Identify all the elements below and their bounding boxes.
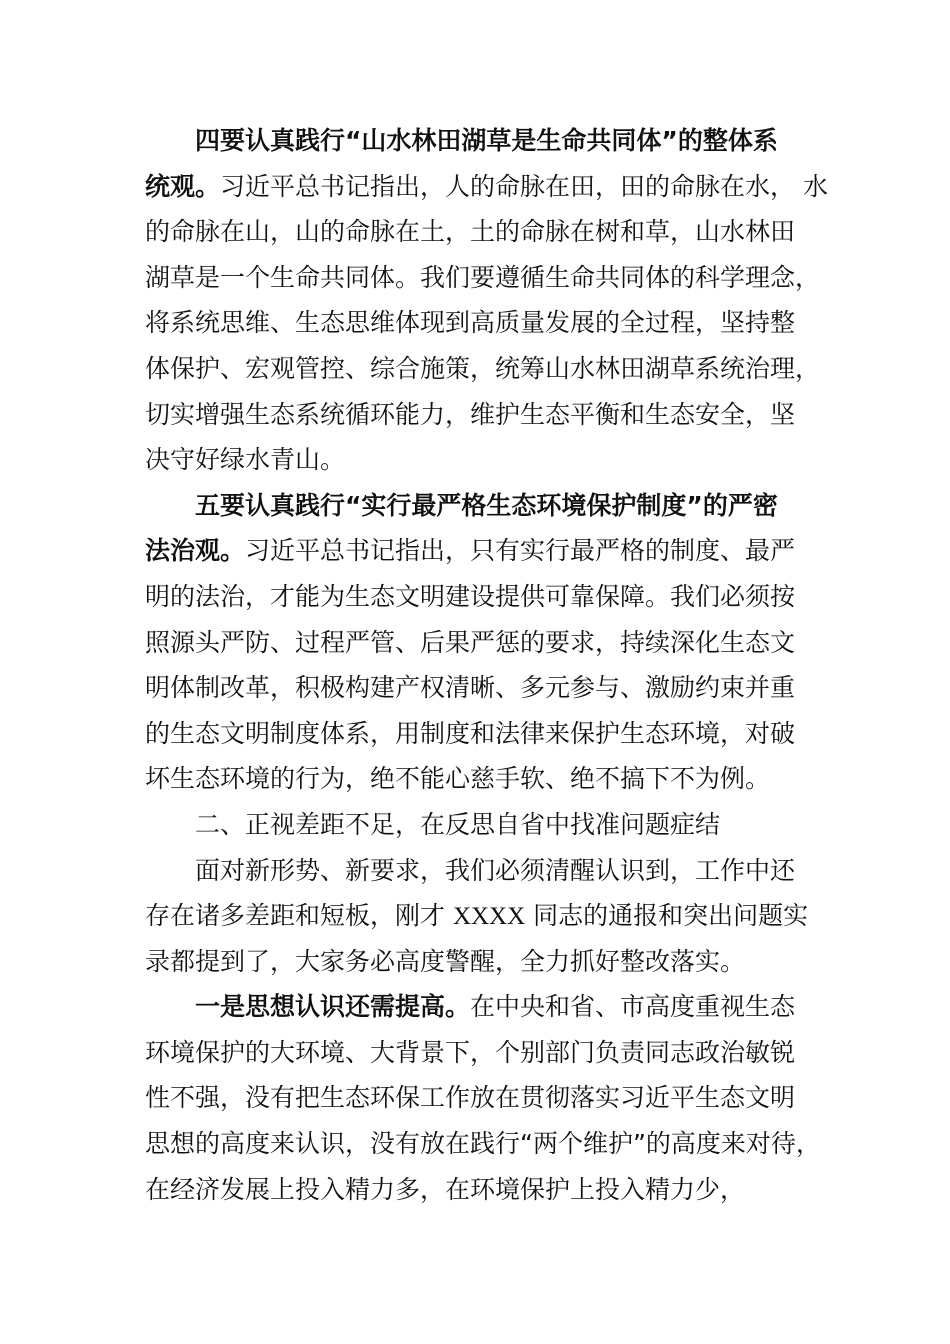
- body-text: 环境保护的大环境、大背景下，个别部门负责同志政治敏锐: [145, 1037, 796, 1067]
- bold-heading: 五要认真践行“实行最严格生态环境保护制度”的严密: [195, 490, 778, 520]
- body-text: 习近平总书记指出，只有实行最严格的制度、最严: [245, 536, 796, 566]
- text-line: [145, 893, 825, 939]
- body-text: 湖草是一个生命共同体。我们要遵循生命共同体的科学理念，: [145, 262, 821, 292]
- text-line: [145, 346, 825, 392]
- text-line: [145, 209, 825, 255]
- text-line: [145, 1121, 825, 1167]
- body-text: 性不强，没有把生态环保工作放在贯彻落实习近平生态文明: [145, 1083, 796, 1113]
- body-text: 存在诸多差距和短板，刚才: [145, 901, 453, 931]
- text-line: [145, 528, 825, 574]
- text-line: [145, 665, 825, 711]
- text-line: [145, 848, 825, 894]
- body-text: 坏生态环境的行为，绝不能心慈手软、绝不搞下不为例。: [145, 764, 771, 794]
- text-line: [145, 756, 825, 802]
- text-line: [145, 300, 825, 346]
- body-text: 在经济发展上投入精力多，在环境保护上投入精力少，: [145, 1174, 746, 1204]
- body-text: 明体制改革，积极构建产权清晰、多元参与、激励约束并重: [145, 673, 796, 703]
- body-text: 习近平总书记指出，人的命脉在田，田的命脉在水， 水: [220, 171, 828, 201]
- body-text: 照源头严防、过程严管、后果严惩的要求，持续深化生态文: [145, 627, 796, 657]
- body-text: 将系统思维、生态思维体现到高质量发展的全过程，坚持整: [145, 308, 796, 338]
- text-line: [145, 1075, 825, 1121]
- bold-heading: 四要认真践行“山水林田湖草是生命共同体”的整体系: [195, 126, 778, 155]
- section-heading: [145, 802, 825, 848]
- bold-heading: 法治观。: [145, 536, 246, 566]
- text-line: [145, 437, 825, 483]
- body-text: 在中央和省、市高度重视生态: [470, 992, 796, 1022]
- placeholder-name: XXXX: [452, 903, 526, 931]
- text-line: [145, 620, 825, 666]
- body-text: 录都提到了，大家务必高度警醒，全力抓好整改落实。: [145, 946, 746, 976]
- bold-heading: 一是思想认识还需提高。: [195, 992, 471, 1022]
- text-line: [145, 711, 825, 757]
- section-title: 二、正视差距不足，在反思自省中找准问题症结: [195, 809, 721, 839]
- text-line: [145, 984, 825, 1030]
- bold-heading: 统观。: [145, 171, 221, 201]
- heading-line-5: [145, 483, 825, 529]
- body-text: 决守好绿水青山。: [145, 445, 346, 475]
- heading-line-4: [145, 118, 825, 164]
- body-text: 同志的通报和突出问题实: [525, 901, 809, 931]
- body-text: 的生态文明制度体系，用制度和法律来保护生态环境，对破: [145, 718, 796, 748]
- body-text: 体保护、宏观管控、综合施策，统筹山水林田湖草系统治理，: [145, 353, 821, 383]
- text-line: [145, 255, 825, 301]
- body-text: 的命脉在山，山的命脉在土，土的命脉在树和草，山水林田: [145, 217, 796, 247]
- document-page: [145, 118, 828, 1212]
- text-line: [145, 939, 825, 985]
- body-text: 思想的高度来认识，没有放在践行“两个维护”的高度来对待，: [145, 1129, 821, 1159]
- text-line: [145, 574, 825, 620]
- body-text: 明的法治，才能为生态文明建设提供可靠保障。我们必须按: [145, 581, 796, 611]
- text-line: [145, 1167, 825, 1213]
- text-line: [145, 1030, 825, 1076]
- body-text: 面对新形势、新要求，我们必须清醒认识到，工作中还: [195, 855, 796, 885]
- text-line: [145, 164, 828, 210]
- body-text: 切实增强生态系统循环能力，维护生态平衡和生态安全，坚: [145, 399, 796, 429]
- text-line: [145, 392, 825, 438]
